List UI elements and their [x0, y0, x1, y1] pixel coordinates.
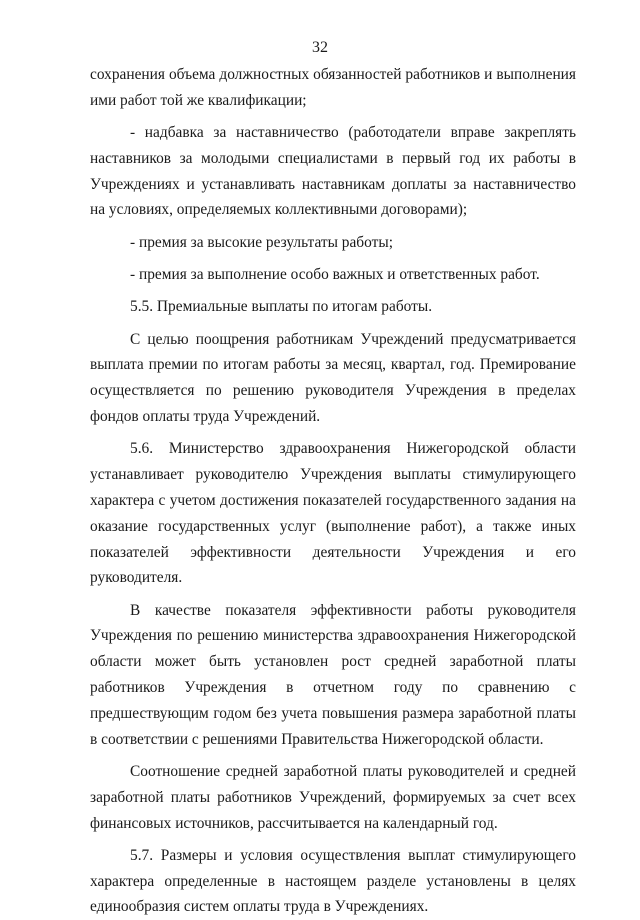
paragraph-section-5-5: 5.5. Премиальные выплаты по итогам работы.	[130, 298, 433, 316]
paragraph-high-results-bonus: - премия за высокие результаты работы;	[130, 233, 393, 251]
paragraph-bonus-purpose: С целью поощрения работникам Учреждений предусматривается выплата премии по итогам работы за месяц, квартал, год. Премирование осуществляется по решению руководителя Учреждения в пределах фондов оплаты труда Учреждений.	[90, 330, 576, 426]
paragraph-mentoring-bonus: - надбавка за наставничество (работодатели вправе закреплять наставников за молодыми специалистами в первый год их работы в Учреждениях и устанавливать наставникам доплаты за наставничество на условиях, определяемых коллективными договорами);	[90, 124, 576, 219]
paragraph-continuation: сохранения объема должностных обязанностей работников и выполнения ими работ той же квалификации;	[90, 66, 576, 109]
paragraph-section-5-6: 5.6. Министерство здравоохранения Нижегородской области устанавливает руководителю Учреждения выплаты стимулирующего характера с учетом достижения показателей государственного задания на оказание государственных услуг (выполнение работ), а также иных показателей эффективности деятельности Учреждения и его руководителя.	[90, 440, 576, 587]
paragraph-section-5-7: 5.7. Размеры и условия осуществления выплат стимулирующего характера определенные в настоящем разделе установлены в целях единообразия систем оплаты труда в Учреждениях.	[90, 846, 576, 916]
page-number: 32	[312, 39, 328, 56]
paragraph-efficiency-indicator: В качестве показателя эффективности работы руководителя Учреждения по решению министерства здравоохранения Нижегородской области может быть установлен рост средней заработной платы работников Учреждения в отчетном году по сравнению с предшествующим годом без учета повышения размера заработной платы в соответствии с решениями Правительства Нижегородской области.	[90, 601, 576, 748]
page-body	[90, 62, 576, 920]
paragraph-salary-ratio: Соотношение средней заработной платы руководителей и средней заработной платы работников Учреждений, формируемых за счет всех финансовых источников, рассчитывается на календарный год.	[90, 762, 576, 832]
paragraph-important-work-bonus: - премия за выполнение особо важных и ответственных работ.	[130, 266, 540, 284]
